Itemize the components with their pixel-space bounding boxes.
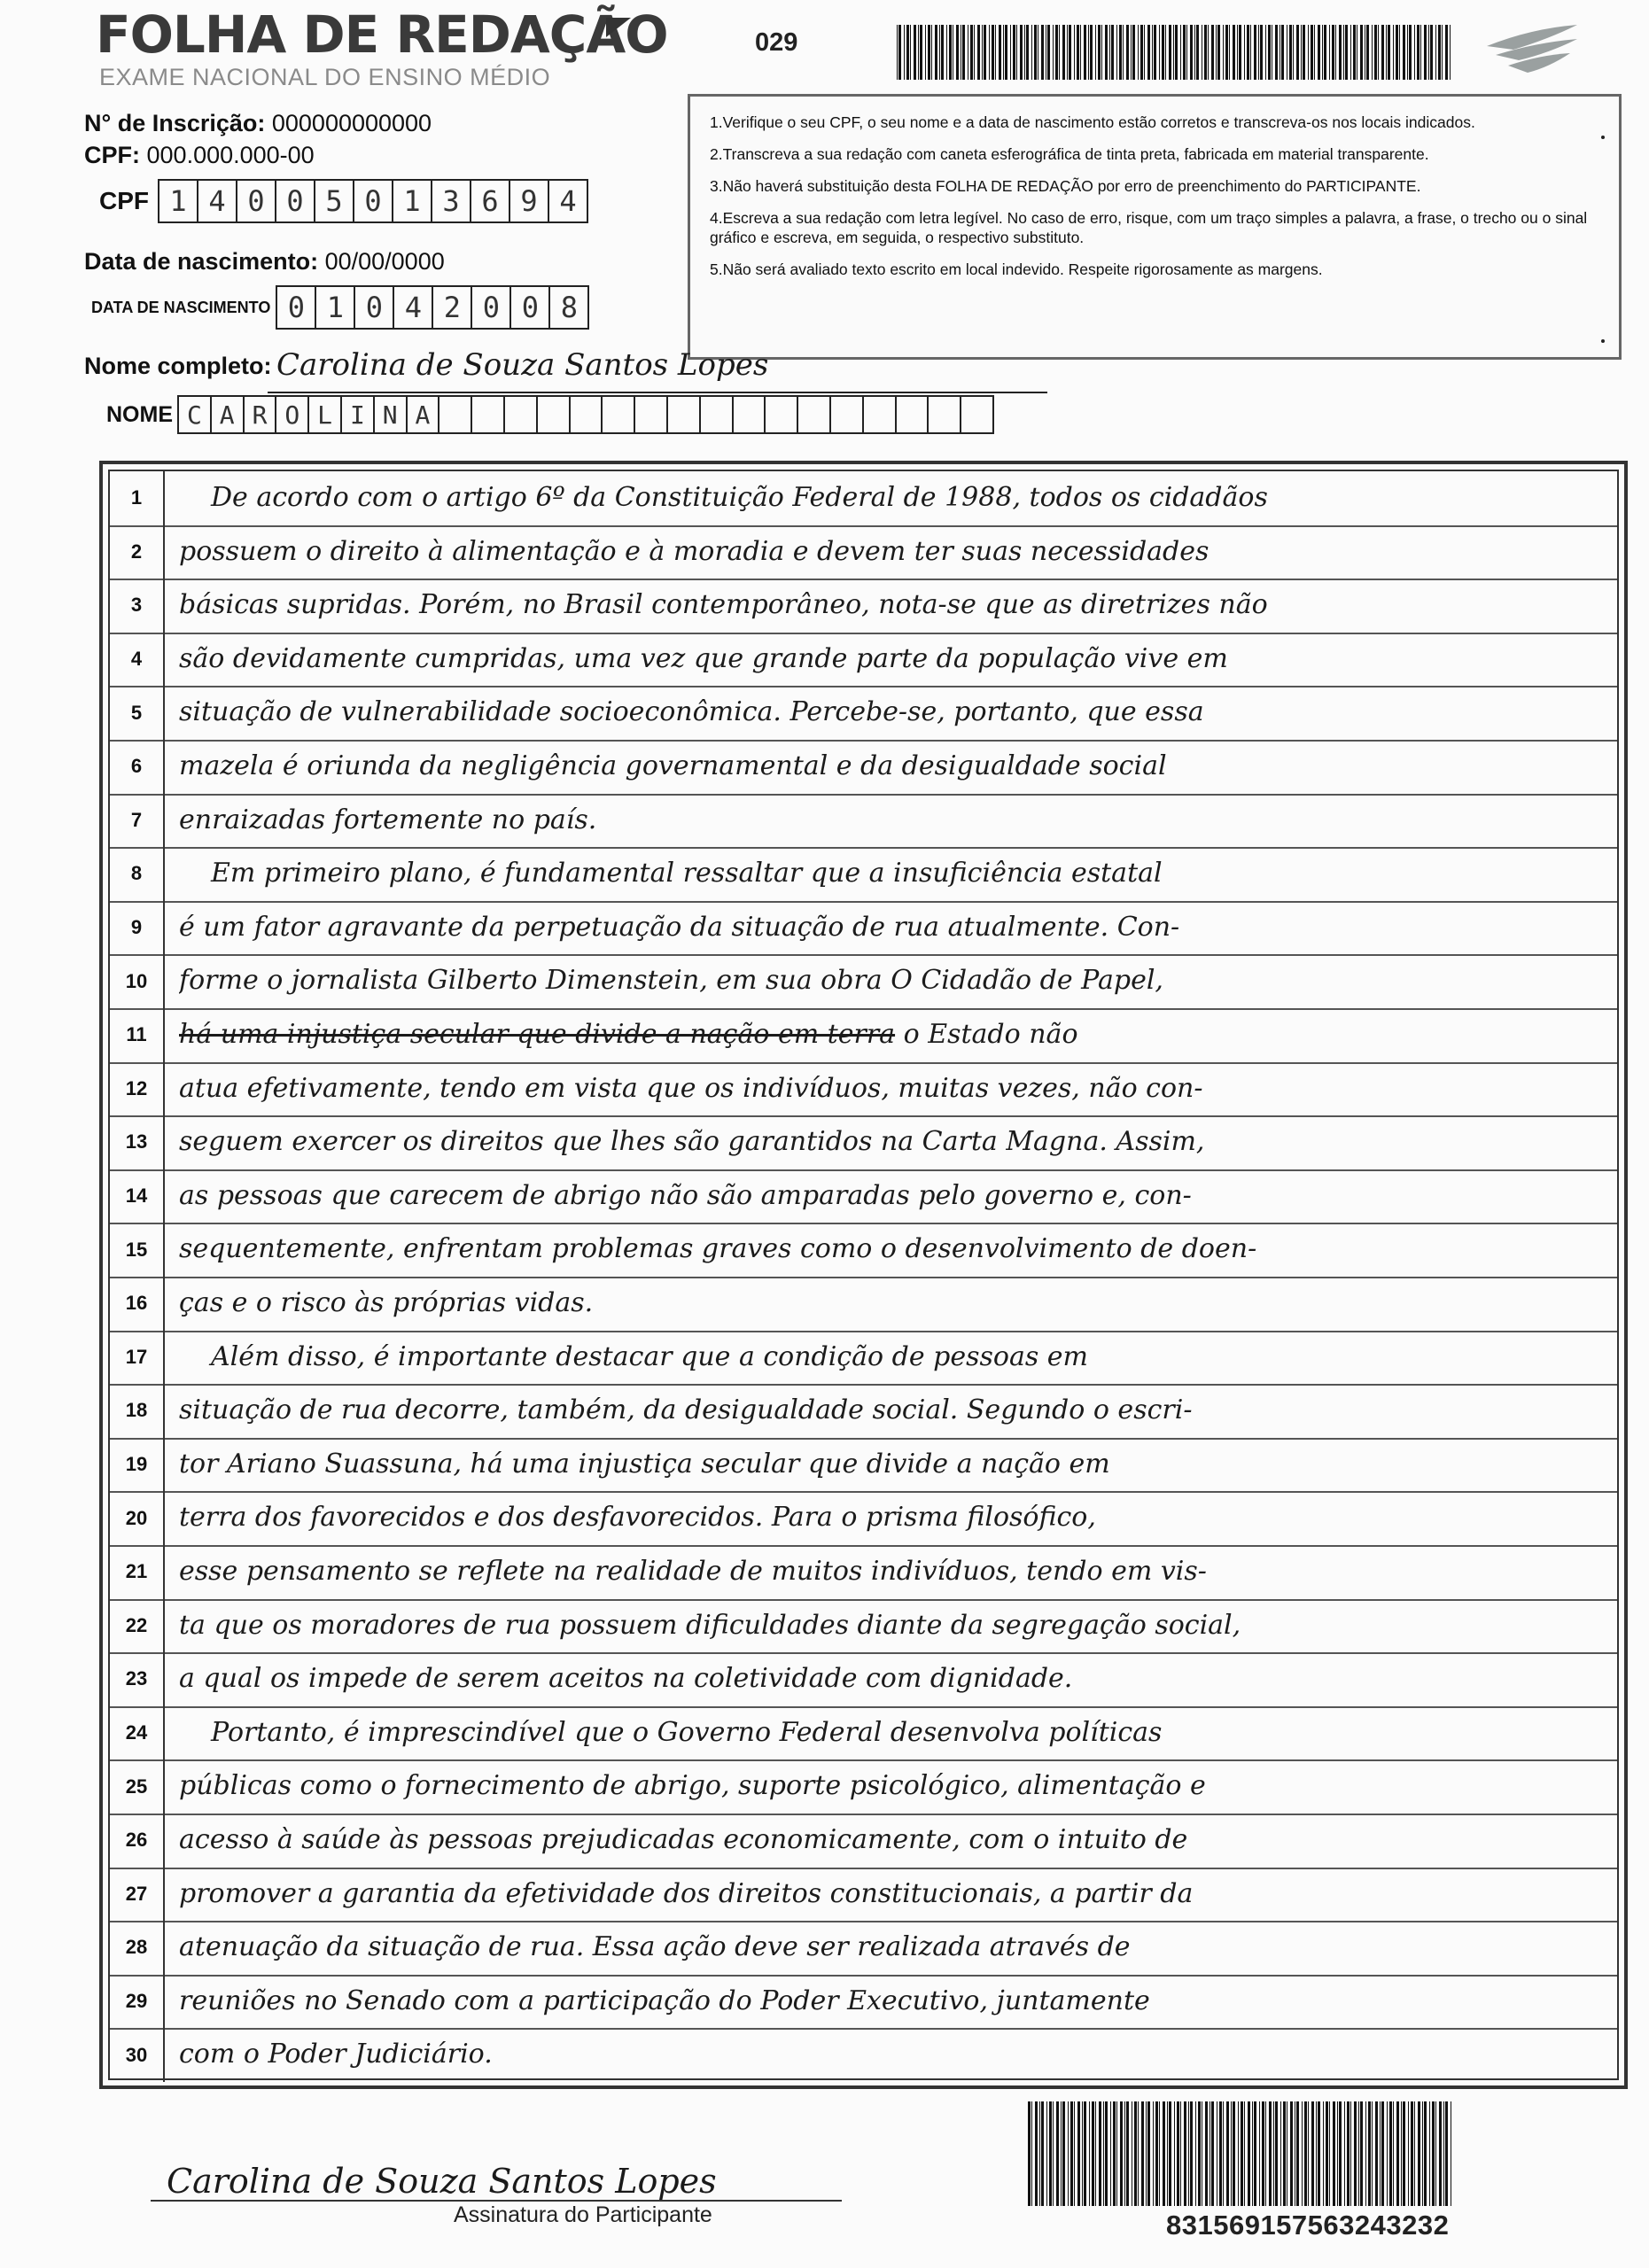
nascimento-row bbox=[84, 248, 445, 276]
inscricao-row bbox=[84, 110, 432, 137]
instruction-item: 5.Não será avaliado texto escrito em local indevido. Respeite rigorosamente as margens. bbox=[710, 260, 1323, 278]
cpf-digit-box[interactable]: 0 bbox=[276, 181, 315, 221]
signature-line bbox=[151, 2200, 842, 2202]
essay-line[interactable] bbox=[110, 1975, 1617, 2031]
nome-letter-box[interactable] bbox=[798, 397, 831, 432]
essay-line[interactable] bbox=[110, 1706, 1617, 1762]
line-text: enraizadas fortemente no país. bbox=[179, 804, 597, 835]
line-number: 26 bbox=[110, 1814, 165, 1868]
nome-label: NOME bbox=[106, 402, 173, 427]
birth-digit-box[interactable]: 2 bbox=[433, 287, 472, 328]
essay-line[interactable] bbox=[110, 1008, 1617, 1064]
wing-logo-icon bbox=[1478, 19, 1584, 82]
nome-completo-field[interactable] bbox=[268, 346, 1047, 393]
inscricao-label: N° de Inscrição: bbox=[84, 110, 266, 136]
nome-completo-label-wrap bbox=[84, 353, 272, 380]
instruction-item: 1.Verifique o seu CPF, o seu nome e a data de nascimento estão corretos e transcreva-os nos locais indicados. bbox=[710, 113, 1475, 131]
instruction-item: 3.Não haverá substituição desta FOLHA DE REDAÇÃO por erro de preenchimento do PARTICIPANTE. bbox=[710, 177, 1421, 195]
essay-line[interactable] bbox=[110, 1115, 1617, 1171]
line-text: forme o jornalista Gilberto Dimenstein, em sua obra O Cidadão de Papel, bbox=[179, 965, 1163, 997]
line-number: 18 bbox=[110, 1384, 165, 1438]
essay-line[interactable] bbox=[110, 471, 1617, 527]
nome-letter-box[interactable]: N bbox=[375, 397, 408, 432]
line-text: Em primeiro plano, é fundamental ressaltar que a insuficiência estatal bbox=[211, 858, 1163, 889]
nome-completo-label: Nome completo: bbox=[84, 353, 272, 379]
birth-digit-box[interactable]: 1 bbox=[316, 287, 355, 328]
line-text: públicas como o fornecimento de abrigo, suporte psicológico, alimentação e bbox=[179, 1770, 1206, 1802]
line-text: atua efetivamente, tendo em vista que os indivíduos, muitas vezes, não con- bbox=[179, 1072, 1203, 1104]
essay-line[interactable] bbox=[110, 1277, 1617, 1332]
line-number: 14 bbox=[110, 1169, 165, 1223]
cpf-value: 000.000.000-00 bbox=[146, 142, 315, 168]
line-text: tor Ariano Suassuna, há uma injustiça secular que divide a nação em bbox=[179, 1448, 1110, 1480]
essay-line[interactable] bbox=[110, 1759, 1617, 1815]
nome-letter-box[interactable]: L bbox=[309, 397, 342, 432]
cpf-digit-box[interactable]: 5 bbox=[315, 181, 354, 221]
essay-line[interactable] bbox=[110, 1545, 1617, 1601]
nome-letter-box[interactable] bbox=[929, 397, 961, 432]
line-text: com o Poder Judiciário. bbox=[179, 2039, 493, 2070]
line-text: situação de rua decorre, também, da desigualdade social. Segundo o escri- bbox=[179, 1394, 1193, 1426]
essay-line[interactable] bbox=[110, 794, 1617, 850]
line-number: 22 bbox=[110, 1599, 165, 1653]
nome-letter-box[interactable]: O bbox=[276, 397, 309, 432]
corner-marker-icon bbox=[606, 18, 631, 37]
essay-line[interactable] bbox=[110, 686, 1617, 742]
line-text: situação de vulnerabilidade socioeconômica. Percebe-se, portanto, que essa bbox=[179, 696, 1204, 728]
line-text: atenuação da situação de rua. Essa ação deve ser realizada através de bbox=[179, 1931, 1131, 1963]
line-number: 17 bbox=[110, 1331, 165, 1385]
line-text: Portanto, é imprescindível que o Governo Federal desenvolva políticas bbox=[211, 1716, 1163, 1748]
nascimento-label: Data de nascimento: bbox=[84, 248, 319, 275]
instruction-item: 2.Transcreva a sua redação com caneta esferográfica de tinta preta, fabricada em material transparente. bbox=[710, 145, 1429, 163]
birth-digit-box[interactable]: 0 bbox=[277, 287, 316, 328]
essay-line[interactable] bbox=[110, 1921, 1617, 1977]
cpf-digit-box[interactable]: 9 bbox=[510, 181, 549, 221]
nascimento-box-label: DATA DE NASCIMENTO bbox=[91, 298, 271, 316]
line-text: mazela é oriunda da negligência governamental e da desigualdade social bbox=[179, 750, 1167, 781]
form-subtitle: EXAME NACIONAL DO ENSINO MÉDIO bbox=[99, 64, 551, 90]
line-text: reuniões no Senado com a participação do Poder Executivo, juntamente bbox=[179, 1984, 1150, 2016]
line-number: 12 bbox=[110, 1062, 165, 1116]
sheet-code: 029 bbox=[755, 28, 798, 57]
essay-line[interactable] bbox=[110, 1814, 1617, 1869]
birth-digit-box[interactable]: 0 bbox=[472, 287, 511, 328]
struck-text: há uma injustiça secular que divide a nação em terra bbox=[179, 1019, 896, 1050]
cpf-digit-box[interactable]: 1 bbox=[159, 181, 198, 221]
nome-completo-value: Carolina de Souza Santos Lopes bbox=[276, 347, 769, 383]
nome-letter-box[interactable] bbox=[603, 397, 635, 432]
line-text: básicas supridas. Porém, no Brasil contemporâneo, nota-se que as diretrizes não bbox=[179, 589, 1268, 621]
cpf-digit-box[interactable]: 6 bbox=[471, 181, 510, 221]
instruction-dot bbox=[1601, 136, 1605, 139]
line-number: 11 bbox=[110, 1008, 165, 1062]
line-number: 7 bbox=[110, 794, 165, 848]
barcode-number: 831569157563243232 bbox=[1166, 2210, 1450, 2241]
cpf-digit-box[interactable]: 1 bbox=[393, 181, 432, 221]
line-number: 5 bbox=[110, 686, 165, 740]
essay-line[interactable] bbox=[110, 740, 1617, 796]
line-text: seguem exercer os direitos que lhes são garantidos na Carta Magna. Assim, bbox=[179, 1126, 1205, 1158]
top-barcode-icon bbox=[897, 25, 1451, 80]
line-number: 16 bbox=[110, 1277, 165, 1331]
line-text: as pessoas que carecem de abrigo não são amparadas pelo governo e, con- bbox=[179, 1179, 1192, 1211]
line-text: a qual os impede de serem aceitos na coletividade com dignidade. bbox=[179, 1663, 1073, 1695]
nascimento-value: 00/00/0000 bbox=[324, 248, 445, 275]
nome-letter-box[interactable]: I bbox=[342, 397, 375, 432]
cpf-label: CPF: bbox=[84, 142, 140, 168]
cpf-digit-box[interactable]: 0 bbox=[237, 181, 276, 221]
line-number: 8 bbox=[110, 847, 165, 901]
birth-digit-box[interactable]: 0 bbox=[511, 287, 550, 328]
line-number: 19 bbox=[110, 1438, 165, 1492]
nome-letter-box[interactable]: A bbox=[408, 397, 440, 432]
line-text: De acordo com o artigo 6º da Constituição Federal de 1988, todos os cidadãos bbox=[211, 482, 1268, 513]
nome-letter-box[interactable] bbox=[734, 397, 766, 432]
essay-line[interactable] bbox=[110, 579, 1617, 634]
line-number: 9 bbox=[110, 901, 165, 955]
essay-line[interactable] bbox=[110, 1868, 1617, 1923]
line-number: 25 bbox=[110, 1759, 165, 1814]
line-number: 28 bbox=[110, 1921, 165, 1975]
nome-letter-box[interactable] bbox=[538, 397, 571, 432]
line-text bbox=[179, 1014, 1601, 1056]
essay-line[interactable] bbox=[110, 954, 1617, 1010]
bottom-barcode-icon bbox=[1028, 2101, 1453, 2206]
nome-letter-box[interactable] bbox=[961, 397, 992, 432]
cpf-digit-box[interactable]: 4 bbox=[198, 181, 237, 221]
line-number: 30 bbox=[110, 2028, 165, 2082]
line-text: acesso à saúde às pessoas prejudicadas economicamente, com o intuito de bbox=[179, 1824, 1188, 1855]
inscricao-value: 000000000000 bbox=[271, 110, 432, 136]
instructions-box bbox=[688, 94, 1622, 360]
essay-line[interactable] bbox=[110, 1599, 1617, 1655]
signature-label: Assinatura do Participante bbox=[454, 2202, 712, 2227]
essay-line[interactable] bbox=[110, 1438, 1617, 1494]
line-number: 29 bbox=[110, 1975, 165, 2029]
essay-line[interactable] bbox=[110, 633, 1617, 688]
cpf-digit-boxes[interactable] bbox=[158, 179, 588, 223]
essay-frame bbox=[99, 461, 1628, 2089]
essay-line[interactable] bbox=[110, 1384, 1617, 1440]
essay-line[interactable] bbox=[110, 1062, 1617, 1118]
nome-letter-box[interactable] bbox=[439, 397, 472, 432]
cpf-digit-box[interactable]: 0 bbox=[354, 181, 393, 221]
nascimento-box-row bbox=[91, 285, 589, 330]
line-number: 20 bbox=[110, 1491, 165, 1545]
line-number: 13 bbox=[110, 1115, 165, 1169]
nome-letter-box[interactable] bbox=[472, 397, 505, 432]
nome-letter-box[interactable] bbox=[701, 397, 734, 432]
nome-letter-box[interactable] bbox=[505, 397, 538, 432]
cpf-digit-box[interactable]: 4 bbox=[559, 184, 577, 218]
nascimento-digit-boxes[interactable] bbox=[276, 285, 589, 330]
nome-letter-boxes[interactable] bbox=[177, 395, 994, 434]
essay-line[interactable] bbox=[110, 901, 1617, 957]
nome-letter-box[interactable] bbox=[571, 397, 603, 432]
line-text: terra dos favorecidos e dos desfavorecidos. Para o prisma filosófico, bbox=[179, 1502, 1096, 1534]
line-number: 3 bbox=[110, 579, 165, 633]
line-text: ças e o risco às próprias vidas. bbox=[179, 1287, 594, 1318]
line-number: 1 bbox=[110, 471, 165, 525]
essay-line[interactable] bbox=[110, 1491, 1617, 1547]
cpf-digit-box[interactable]: 3 bbox=[432, 181, 471, 221]
line-text: Além disso, é importante destacar que a condição de pessoas em bbox=[211, 1340, 1088, 1372]
birth-digit-box[interactable]: 8 bbox=[560, 291, 578, 324]
line-number: 10 bbox=[110, 954, 165, 1008]
essay-line[interactable] bbox=[110, 1223, 1617, 1278]
cpf-row bbox=[84, 142, 315, 169]
essay-line[interactable] bbox=[110, 1331, 1617, 1386]
line-number: 24 bbox=[110, 1706, 165, 1760]
line-number: 6 bbox=[110, 740, 165, 794]
line-number: 21 bbox=[110, 1545, 165, 1599]
cpf-box-label: CPF bbox=[99, 187, 149, 214]
nome-letter-box[interactable] bbox=[668, 397, 701, 432]
line-text: é um fator agravante da perpetuação da situação de rua atualmente. Con- bbox=[179, 911, 1180, 943]
line-text: promover a garantia da efetividade dos direitos constitucionais, a partir da bbox=[179, 1877, 1194, 1909]
line-text: possuem o direito à alimentação e à moradia e devem ter suas necessidades bbox=[179, 535, 1210, 567]
line-number: 23 bbox=[110, 1652, 165, 1706]
line-text: são devidamente cumpridas, uma vez que grande parte da população vive em bbox=[179, 642, 1228, 674]
line-text: ta que os moradores de rua possuem dificuldades diante da segregação social, bbox=[179, 1609, 1241, 1641]
line-text-rest: o Estado não bbox=[895, 1019, 1078, 1050]
instruction-dot bbox=[1601, 339, 1605, 343]
essay-line[interactable] bbox=[110, 525, 1617, 581]
line-number: 27 bbox=[110, 1868, 165, 1922]
line-text: sequentemente, enfrentam problemas graves como o desenvolvimento de doen- bbox=[179, 1233, 1257, 1265]
essay-line[interactable] bbox=[110, 847, 1617, 903]
nome-letter-box[interactable]: R bbox=[245, 397, 277, 432]
nome-letter-box[interactable] bbox=[864, 397, 897, 432]
instruction-item: 4.Escreva a sua redação com letra legível. No caso de erro, risque, com um traço simples a palavra, a frase, o trecho ou o sinal gráfico e escreva, em seguida, o respectivo substituto. bbox=[710, 209, 1588, 246]
essay-lines[interactable] bbox=[108, 470, 1619, 2080]
nome-letter-box[interactable]: A bbox=[212, 397, 245, 432]
nome-letter-box[interactable] bbox=[635, 397, 668, 432]
line-number: 4 bbox=[110, 633, 165, 687]
form-title: FOLHA DE REDAÇÃO bbox=[96, 4, 668, 65]
nome-letter-box[interactable]: C bbox=[179, 397, 212, 432]
line-text: esse pensamento se reflete na realidade de muitos indivíduos, tendo em vis- bbox=[179, 1556, 1207, 1587]
nome-letter-box[interactable] bbox=[897, 397, 930, 432]
essay-line[interactable] bbox=[110, 1169, 1617, 1225]
line-number: 2 bbox=[110, 525, 165, 579]
line-number: 15 bbox=[110, 1223, 165, 1277]
nome-letter-box[interactable] bbox=[766, 397, 798, 432]
birth-digit-box[interactable]: 4 bbox=[394, 287, 433, 328]
cpf-box-row bbox=[99, 179, 588, 223]
nome-letter-box[interactable] bbox=[831, 397, 864, 432]
essay-line[interactable] bbox=[110, 2028, 1617, 2082]
essay-line[interactable] bbox=[110, 1652, 1617, 1708]
birth-digit-box[interactable]: 0 bbox=[355, 287, 394, 328]
participant-signature: Carolina de Souza Santos Lopes bbox=[167, 2162, 717, 2201]
